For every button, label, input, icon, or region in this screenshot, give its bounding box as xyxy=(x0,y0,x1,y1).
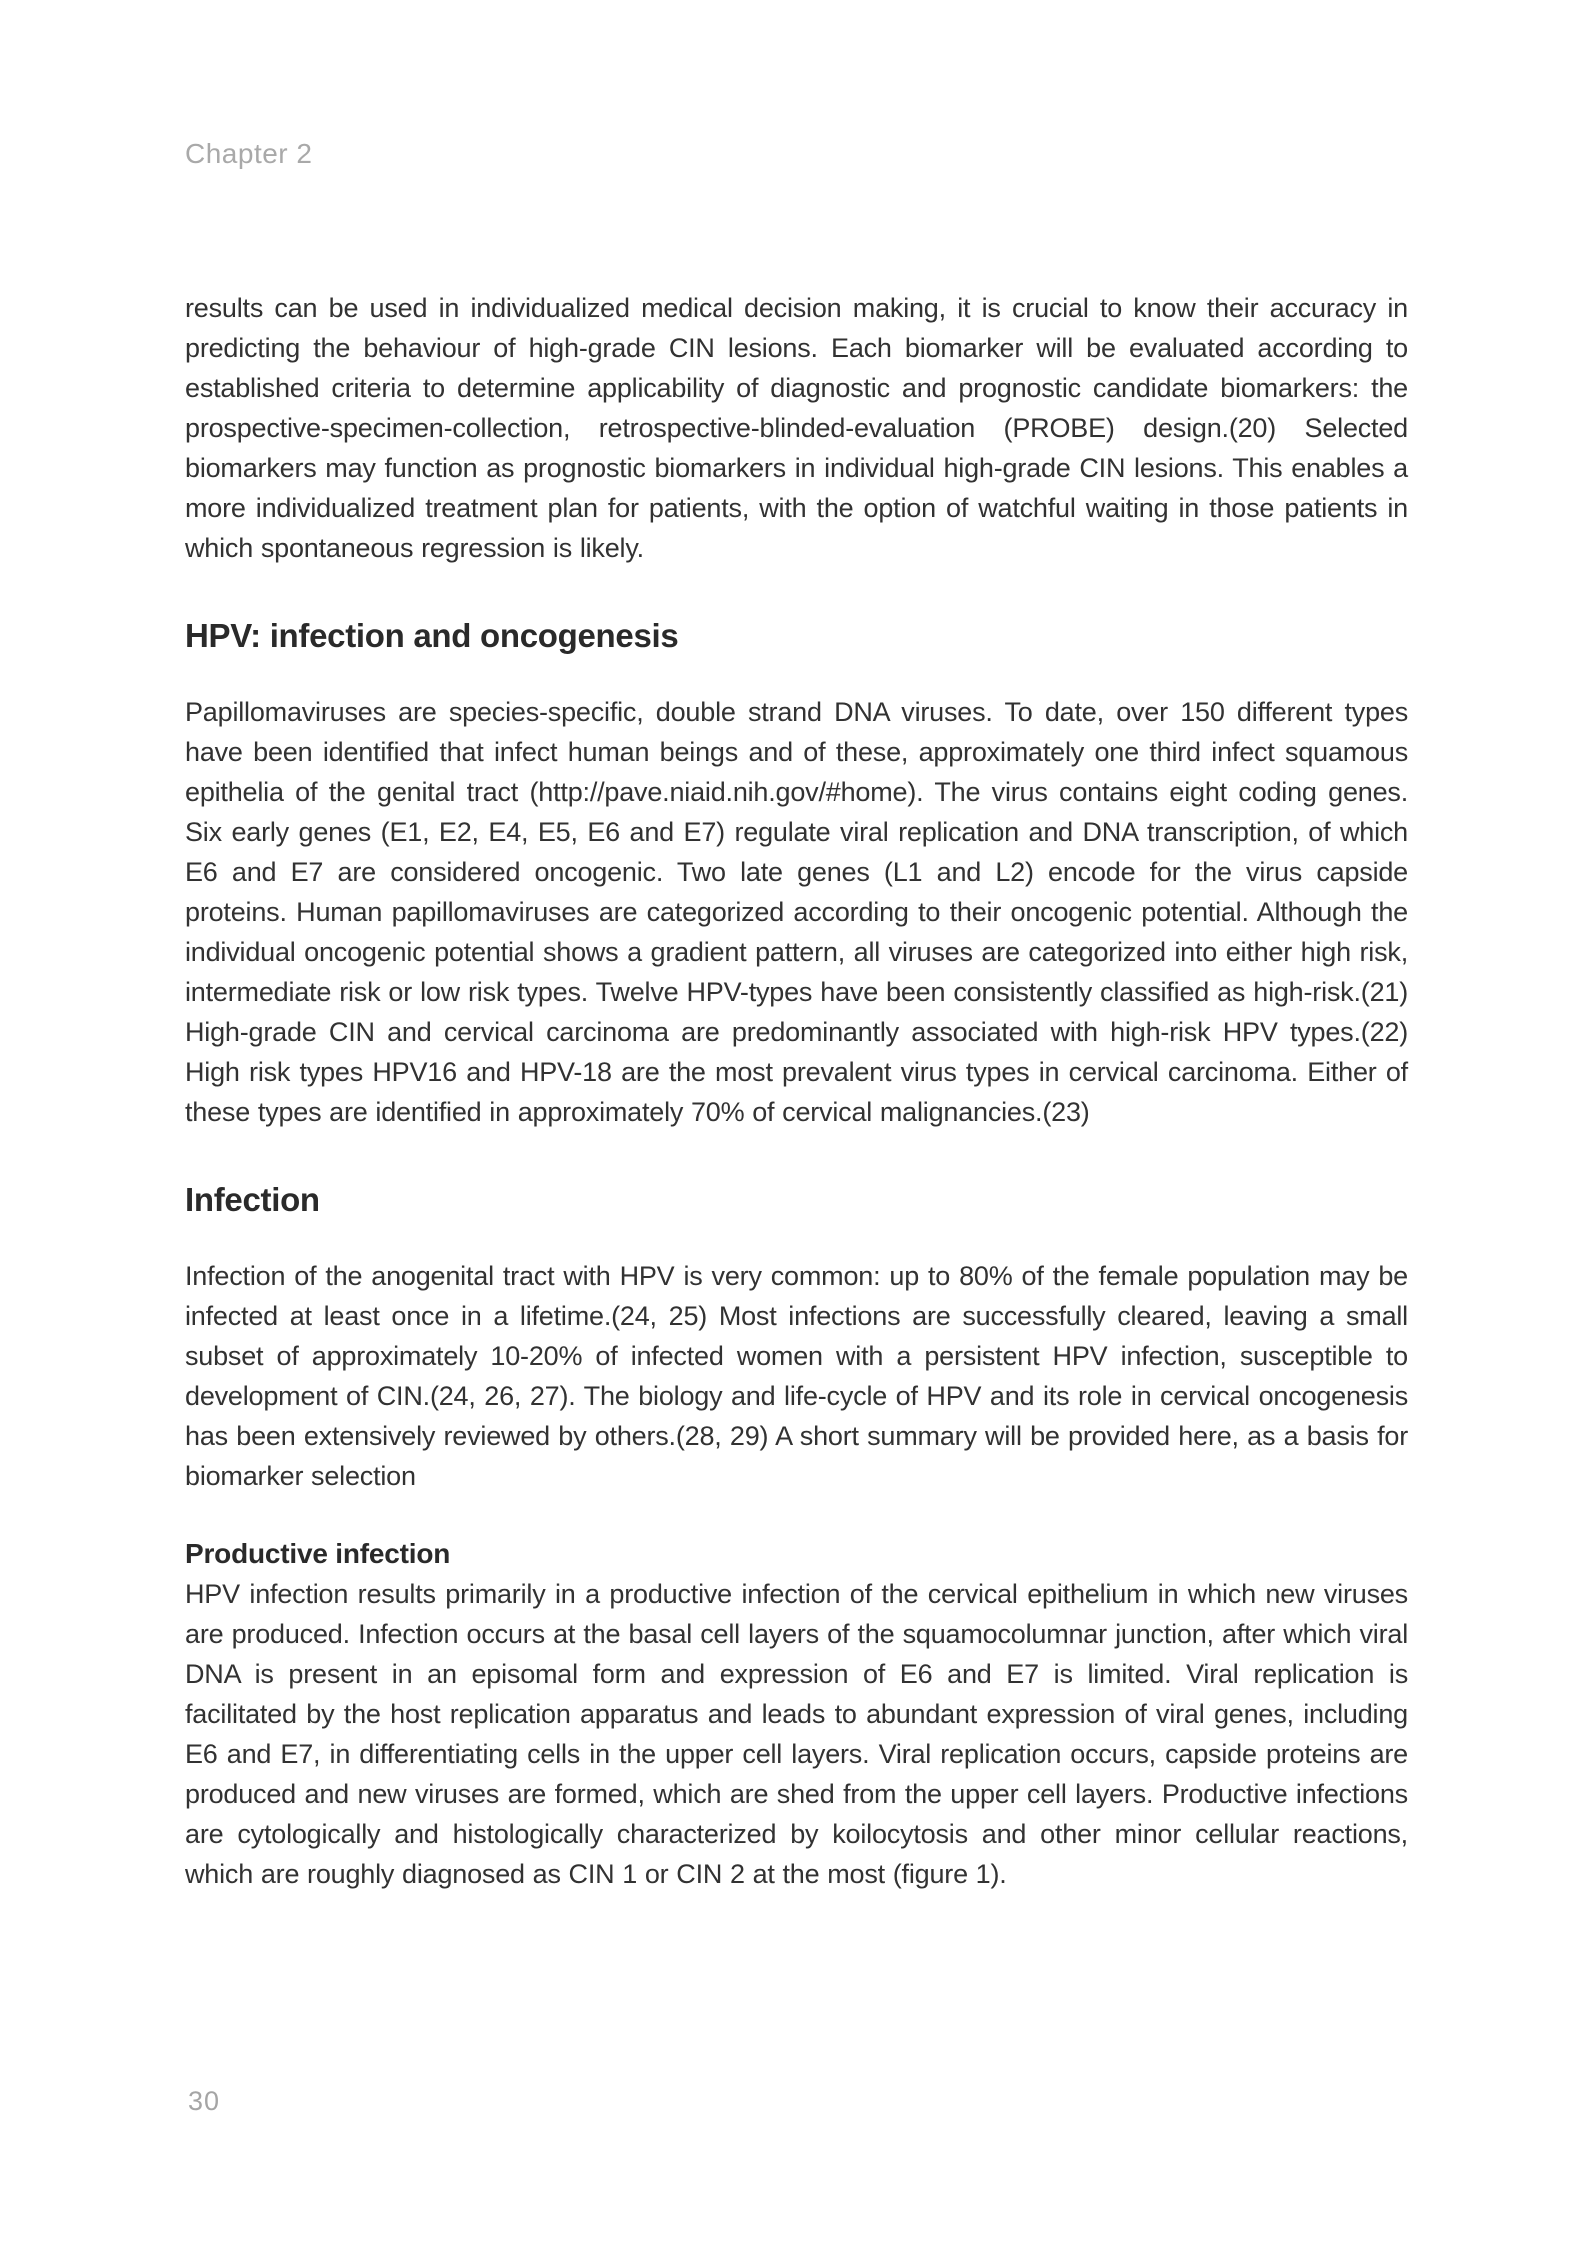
section-heading-infection: Infection xyxy=(185,1181,320,1218)
intro-paragraph: results can be used in individualized medical decision making, it is crucial to know their accuracy in predicting the behaviour of high-grade CIN lesions. Each biomarker will be evaluated according to established criteria to determine applicability of diagnostic and prognostic candidate biomarkers: the prospective-specimen-collection, retrospective-blinded-evaluation (PROBE) design.(20) Selected biomarkers may function as prognostic biomarkers in individual high-grade CIN lesions. This enables a more individualized treatment plan for patients, with the option of watchful waiting in those patients in which spontaneous regression is likely. xyxy=(185,293,1408,563)
paragraph-productive-infection: HPV infection results primarily in a productive infection of the cervical epithelium in which new viruses are produced. Infection occurs at the basal cell layers of the squamocolumnar junction, after which viral DNA is present in an episomal form and expression of E6 and E7 is limited. Viral replication is facilitated by the host replication apparatus and leads to abundant expression of viral genes, including E6 and E7, in differentiating cells in the upper cell layers. Viral replication occurs, capside proteins are produced and new viruses are formed, which are shed from the upper cell layers. Productive infections are cytologically and histologically characterized by koilocytosis and other minor cellular reactions, which are roughly diagnosed as CIN 1 or CIN 2 at the most (figure 1). xyxy=(185,1579,1408,1889)
page-number: 30 xyxy=(188,2086,221,2116)
running-header: Chapter 2 xyxy=(185,138,313,169)
section-heading-hpv-infection-and-oncogenesis: HPV: infection and oncogenesis xyxy=(185,617,679,654)
paragraph-hpv-infection-and-oncogenesis: Papillomaviruses are species-specific, double strand DNA viruses. To date, over 150 different types have been identified that infect human beings and of these, approximately one third infect squamous epithelia of the genital tract (http://pave.niaid.nih.gov/#home). The virus contains eight coding genes. Six early genes (E1, E2, E4, E5, E6 and E7) regulate viral replication and DNA transcription, of which E6 and E7 are considered oncogenic. Two late genes (L1 and L2) encode for the virus capside proteins. Human papillomaviruses are categorized according to their oncogenic potential. Although the individual oncogenic potential shows a gradient pattern, all viruses are categorized into either high risk, intermediate risk or low risk types. Twelve HPV-types have been consistently classified as high-risk.(21) High-grade CIN and cervical carcinoma are predominantly associated with high-risk HPV types.(22) High risk types HPV16 and HPV-18 are the most prevalent virus types in cervical carcinoma. Either of these types are identified in approximately 70% of cervical malignancies.(23) xyxy=(185,697,1408,1127)
subsection-heading-productive-infection: Productive infection xyxy=(185,1538,451,1569)
paragraph-infection: Infection of the anogenital tract with HPV is very common: up to 80% of the female population may be infected at least once in a lifetime.(24, 25) Most infections are successfully cleared, leaving a small subset of approximately 10-20% of infected women with a persistent HPV infection, susceptible to development of CIN.(24, 26, 27). The biology and life-cycle of HPV and its role in cervical oncogenesis has been extensively reviewed by others.(28, 29) A short summary will be provided here, as a basis for biomarker selection xyxy=(185,1261,1408,1491)
